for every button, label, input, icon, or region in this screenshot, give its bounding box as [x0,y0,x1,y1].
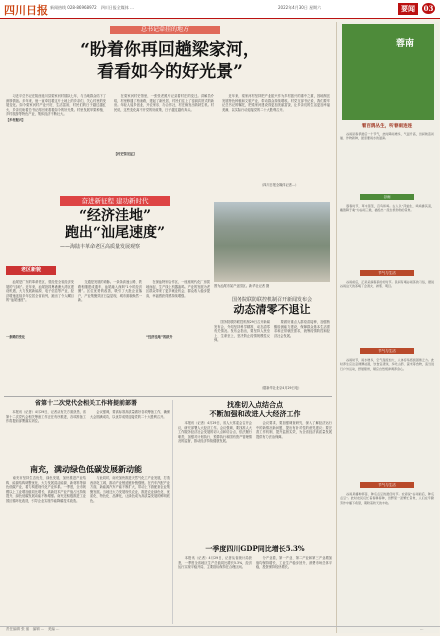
top-story-body-col-1: 习近平总书记在陕西延川县梁家河村插队七年，与当地群众结下了深厚情谊。多年来，他一直牵挂着这片土地上的乡亲们，关心村里的发展变化。如今梁家河村产业兴旺、生活富裕，村民们的日子越过越红火，乡亲们盼着总书记再回来看看如今的好光景。村里发展苹果种植、乡村旅游等特色产业，集体经济不断壮大。 [6,94,106,116]
sidebar-label-4: 节气与生活 [360,482,414,488]
feature-subtitle: ——海陆丰革命老区高质量发展观察 [60,244,141,250]
footer-credits: 责任编辑 张 蜜 编辑 … 美编 … [6,627,60,631]
sidebar-text-1: 暮春时节，草木葱茏，百鸟和鸣。古人以“萍始生，鸣鸠拂其羽，戴胜降于桑”为谷雨三候，描绘出一派生机勃勃的景象。 [340,204,434,213]
top-story-kicker: 总书记牵挂的地方 [110,26,220,34]
bottom-left-body-1a: 本报讯（记者）4月29日，记者从有关方面获悉，省第十二次党代会相关筹备工作正在有序推进，各项准备工作将提前部署落实到位。 [6,410,86,423]
bottom-left-body-2a: 南充市坚持生态优先、绿色发展，加快推进产业结构、能源结构调整优化，大力发展清洁能源、新材料等绿色低碳产业，着力构建现代化产业体系。一季度，全市规模以上工业增加值同比增长，高新技术产业产值占比持续提升，绿色低碳发展动能不断增强。南充还积极推进工业园区循环化改造，引导企业实施节能降碳技术改造。 [6,476,86,503]
sidebar-logo-text: 蓉南 [396,39,415,49]
sidebar-illustration [342,24,434,120]
top-story-headline-line-2: 看看如今的好光景” [97,62,243,82]
feature-headline-line-2: 跑出“汕尾速度” [64,225,166,241]
section-label: 要闻 [398,3,418,15]
bottom-right-headline-1: 找准切入点结合点 [227,400,283,409]
middle-byline: （据新华社北京4月29日电） [260,386,302,390]
feature-photo-caption: 图为汕尾市某产业园区。新华社记者 摄 [214,284,270,288]
bottom-left-headline-2: 南充，满动绿色低碳发展新动能 [30,464,142,474]
feature-headline-line-1: “经济洼地” [78,208,152,224]
page-number: 03 [423,4,434,13]
feature-tag: 老区新貌 [6,266,56,275]
sidebar-label-3: 节气与生活 [360,348,414,354]
top-story-subhead-b: 【村史馆见证】 [114,152,137,156]
top-story-headline-line-1: “盼着你再回趟梁家河， [80,40,260,60]
top-story-byline: （四川日报全媒体记者…） [260,183,299,187]
section-divider [4,396,332,397]
bottom-left-headline-1: 省第十二次党代会相关工作将提前部署 [34,400,137,407]
middle-body-col-1: 国务院联防联控机制29日召开新闻发布会，介绍坚持科学精准、动态清零有关情况。发布会指出，要坚持人民至上、生命至上，坚决防止疫情规模性反弹。 [214,320,270,342]
sidebar-text-3: 谷雨时节，雨水增多，空气湿度加大，人体容易感到困倦乏力。此时养生应注意健脾祛湿，饮食宜清淡，多吃山药、薏米等食物，适当进行户外运动，舒展筋骨，顺应自然规律调养身心。 [340,358,434,371]
middle-headline-line-2: 动态清零不退让 [233,303,311,316]
sidebar-label-1: 谷雨 [360,194,414,200]
middle-headline-line-1: 国务院联防联控机制召开新闻发布会 [231,297,312,303]
issue-date: 2022年4月30日 星期六 [278,5,322,10]
bottom-right-body-1a: 本报讯（记者）4月29日，省人大常委会召开会议，研究部署人大经济工作。会议强调，要找准人大工作服务经济社会发展的切入点和结合点，依法履行职责，加强对计划执行、预算执行和国有资产管理情况的监督，推动经济持续健康发展。 [178,421,252,443]
bottom-right-body-2b: 分产业看，第一产业、第二产业和第三产业增加值均保持增长，工业生产稳步回升，消费市场总体平稳，投资保持较快增长。 [256,556,332,569]
feature-photo [214,202,330,282]
feature-subhead-1: 一条路的变化 [6,335,26,339]
newspaper-logo: 四川日报 [4,4,48,17]
middle-body-col-2: 要做好重点人群疫苗接种，加强核酸检测能力建设，保障群众基本生活需求和正常就医需求，统筹疫情防控和经济社会发展。 [274,320,330,338]
sidebar-text-2: 谷雨前后，正是采摘春茶的好时节。民间有喝谷雨茶的习俗，据说谷雨这天的茶喝了会清火、辟邪、明目。 [340,280,434,289]
sidebar-label-2: 节气与生活 [360,270,414,276]
feature-subhead-2: “经济洼地”的跃升 [146,335,173,339]
sidebar-text-4: 谷雨是播种移苗、种瓜点豆的最佳时节。农谚说“谷雨前后，种瓜点豆”。此时农民们忙着春耕春种，田野里一派繁忙景象，人们在辛勤劳作中播下希望，期盼着秋天的丰收。 [340,492,434,505]
masthead-info: 新闻热线 028-86968972 四川日报全媒体 … [50,5,134,10]
bottom-left-body-2b: 与此同时，南充加快推进天然气化工产业发展，打造西部化工城，推动产业链延链补链强链。在汽车汽配产业方面，新能源汽车产能不断扩大，带动上下游配套企业集聚发展。当地还大力发展现代农业，推进农业绿色化、优质化、特色化、品牌化，让绿色成为高质量发展的鲜明底色。 [90,476,170,503]
sidebar-title: 看百鸽丛生，听春雨连连 [361,124,413,129]
feature-body-col-2: 交通是发展的命脉。一条条高速公路、铁路相继建成通车，汕尾融入深圳“1小时经济圈”。区位优势的改善，吸引了大批企业落户，产业集聚效应日益显现，城市面貌焕然一新。 [78,280,142,302]
bottom-left-body-1b: 会议强调，要高标准高质量做好各项筹备工作，确保大会圆满成功，以优异成绩迎接党的二十大胜利召开。 [90,410,170,419]
feature-kicker: 奋进新征程 建功新时代 [60,196,170,206]
footer-right: … [420,627,424,631]
top-story-body-col-3: 近年来，梁家河村坚持把产业振兴作为乡村振兴的重中之重，因地制宜发展特色种植和文旅产业，带动群众持续增收。村党支部书记说，我们要牢记总书记的嘱托，把梁家河建设得更加美丽富饶，让乡亲们的生活更加幸福美满，以实际行动迎接党的二十大胜利召开。 [222,94,330,112]
bottom-right-body-2a: 本报讯（记者）4月29日，记者从省统计局获悉，一季度全省地区生产总值同比增长5.3%，经济运行实现平稳开局，主要指标保持在合理区间。 [178,556,252,569]
top-story-body-col-2: 在梁家河村史馆里，一张张老照片记录着村庄的变迁。讲解员介绍，村里修通了柏油路，建起了新民居，村民们住上了窑洞宾馆式的新房。年轻人返乡创业，开农家乐、办合作社，村庄焕发出勃勃生机。村民说，这些变化离不开党的好政策，日子越过越有奔头。 [114,94,214,112]
sidebar-intro: 谷雨是春季最后一个节气，此时降雨增多，气温升高，田间秧苗初插、作物新种，最需要雨水的滋润。 [340,132,434,141]
column-divider [172,400,173,624]
bottom-right-headline-3: 一季度四川GDP同比增长5.3% [205,544,305,553]
feature-body-col-3: 在深汕特别合作区，一座座现代化厂房拔地而起，生产线上机器轰鸣。产业的发展为老区群众带来了更多就业机会，群众收入稳步提高，幸福感获得感持续增强。 [146,280,210,298]
bottom-right-body-1b: 会议要求，要加强调查研究，深入了解经济运行中的新情况新问题，提出有针对性的意见建议；要完善工作机制，提升监督实效，为全省经济高质量发展提供有力法治保障。 [256,421,332,439]
top-story-subhead-a: 【乡村振兴】 [6,118,26,122]
feature-body-col-1: 汕尾是广东的革命老区，曾经是全省经济发展的“洼地”。近年来，汕尾抢抓粤港澳大湾区建设机遇，大力发展新能源、电子信息等产业，经济增速连续多年位居全省前列，跑出了令人瞩目的“汕尾速度”。 [6,280,74,302]
bottom-right-headline-2: 不断加强和改进人大经济工作 [209,409,301,418]
